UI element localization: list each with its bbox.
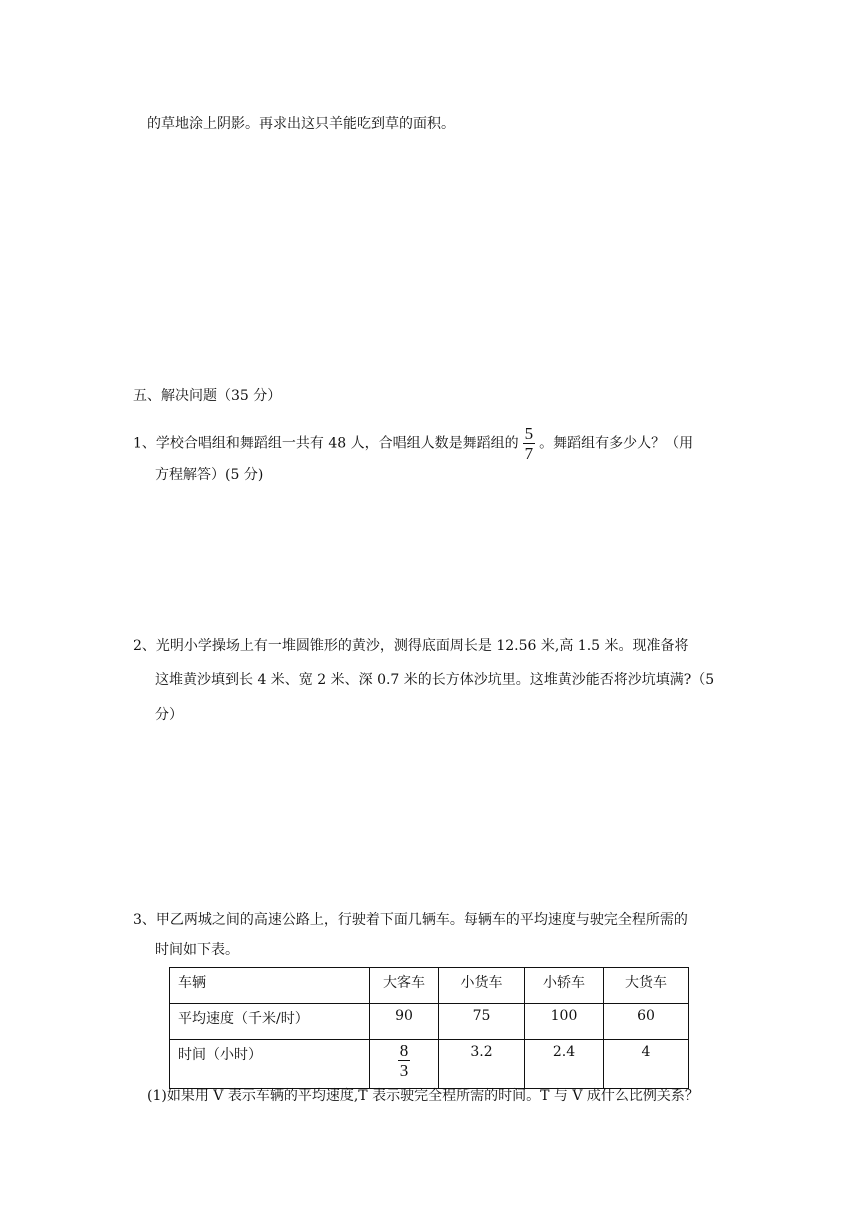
question-3-line-2: 时间如下表。 [155,942,239,958]
table-cell [370,1040,439,1089]
table-cell: 3.2 [439,1040,525,1089]
question-1-text-a: 1、学校合唱组和舞蹈组一共有 48 人，合唱组人数是舞蹈组的 [133,435,519,452]
fraction-denominator: 3 [399,1061,409,1080]
vehicle-table [169,967,689,1089]
question-2-line-2: 这堆黄沙填到长 4 米、宽 2 米、深 0.7 米的长方体沙坑里。这堆黄沙能否将沙坑填满?（5 [155,672,715,688]
table-header-cell: 小货车 [439,968,525,1004]
question-3-line-1: 3、甲乙两城之间的高速公路上，行驶着下面几辆车。每辆车的平均速度与驶完全程所需的 [133,912,688,928]
fraction-numerator: 8 [399,1041,409,1060]
fraction-denominator: 7 [524,444,534,463]
table-cell: 2.4 [525,1040,604,1089]
fraction-eight-thirds [398,1041,411,1080]
table-cell: 75 [439,1004,525,1040]
table-cell: 90 [370,1004,439,1040]
fraction-five-sevenths [523,424,536,463]
question-1-line-2: 方程解答）(5 分) [155,467,264,483]
table-header-cell: 大客车 [370,968,439,1004]
q-text-grass: 的草地涂上阴影。再求出这只羊能吃到草的面积。 [147,116,455,132]
table-cell: 100 [525,1004,604,1040]
fraction-numerator: 5 [524,424,534,443]
table-row [170,1004,689,1040]
table-header-cell: 小轿车 [525,968,604,1004]
table-cell: 平均速度（千米/时） [170,1004,370,1040]
table-header-cell: 大货车 [604,968,689,1004]
table-header-row [170,968,689,1004]
table-cell: 时间（小时） [170,1040,370,1089]
question-2-line-1: 2、光明小学操场上有一堆圆锥形的黄沙，测得底面周长是 12.56 米,高 1.5 米。现准备将 [133,638,689,654]
question-2-line-3: 分） [155,707,183,723]
table-row [170,1040,689,1089]
question-1-line-1 [133,424,693,463]
question-1-text-b: 。舞蹈组有多少人？（用 [539,435,694,452]
table-header-cell: 车辆 [170,968,370,1004]
question-3-sub-1: (1)如果用 V 表示车辆的平均速度,T 表示驶完全程所需的时间。T 与 V 成什么比例关系？ [147,1088,699,1104]
table-cell: 60 [604,1004,689,1040]
table-cell: 4 [604,1040,689,1089]
section-title: 五、解决问题（35 分） [133,388,282,404]
